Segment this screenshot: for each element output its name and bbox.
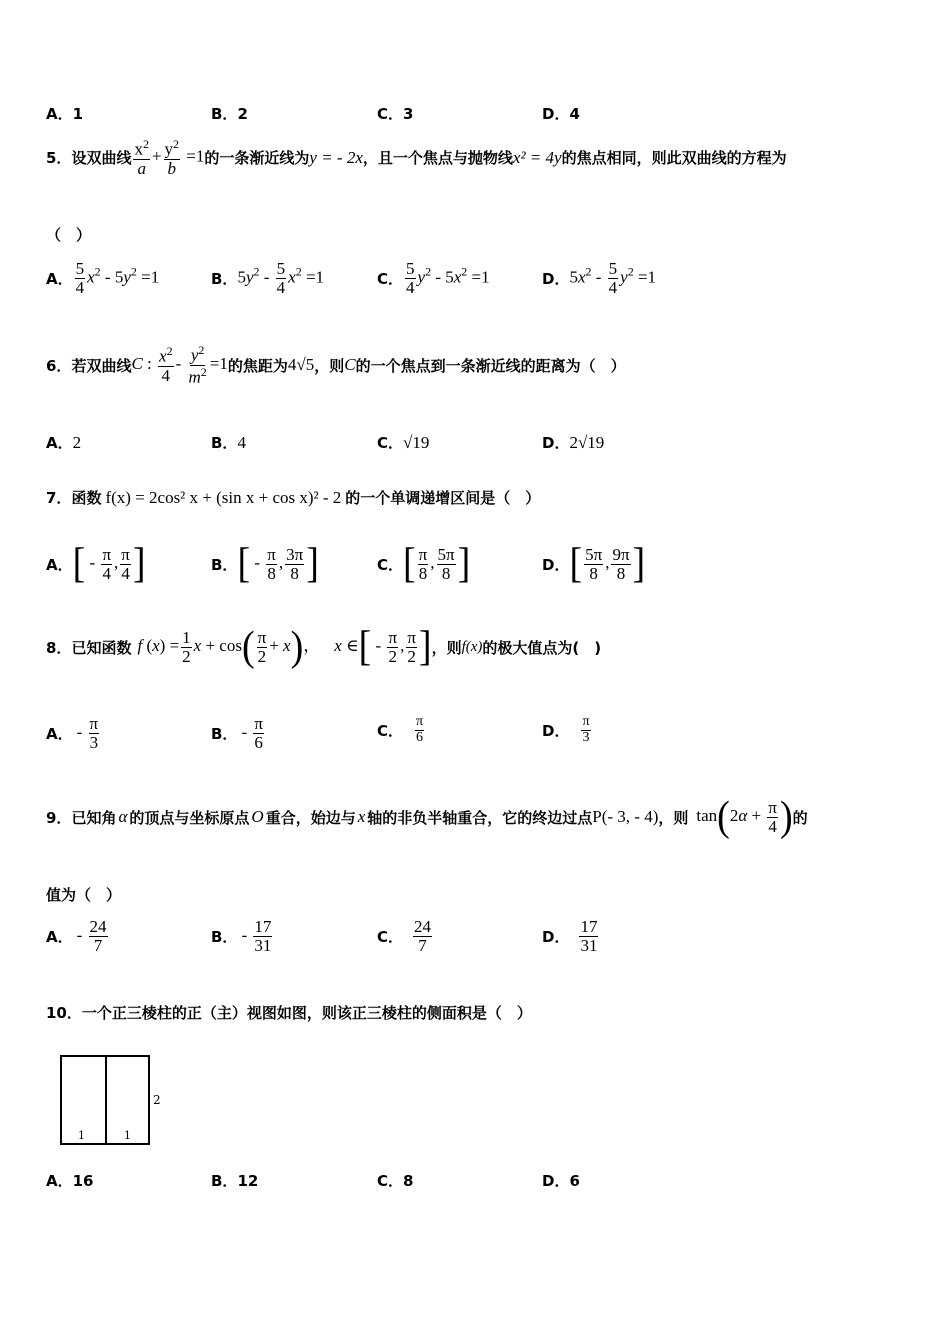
q4-option-d: D．4 [542, 105, 580, 123]
q10-option-b: B．12 [211, 1172, 259, 1190]
q9-expression: tan(2α + $\frac{\pi}{4}$ ) [696, 793, 793, 841]
q5-answer-paren: （ ） [46, 226, 92, 244]
q10-front-view-figure [60, 1055, 150, 1145]
q6-option-a: A．2 [46, 433, 82, 452]
q9-option-a: A． - $\frac{24}{7}$ [46, 917, 107, 955]
q9-origin: O [251, 807, 264, 826]
q9-x-axis: x [357, 807, 366, 826]
q6-option-d: D．2√19 [542, 433, 605, 452]
q5-stem: 5． 设双曲线 $\frac{x^2}{a}$ + $\frac{y^2}{b}$ =1 的一条渐近线为 y = - 2x ，且一个焦点与抛物线 x² = 4y 的焦点相同，则此双曲线的方程为 [46, 137, 787, 178]
q5-asymptote: y = - 2x [309, 147, 363, 167]
q9-alpha: α [118, 807, 128, 826]
q8-option-a: A． - $\frac{\pi}{3}$ [46, 714, 99, 752]
q6-curve-c: C [344, 355, 356, 374]
q9-option-d: D． $\frac{17}{31}$ [542, 917, 598, 955]
q5-option-b: B． $5y^2$ - $\frac{5}{4}$ $x^2 =1$ [211, 259, 325, 297]
q7-option-d: D． [ $\frac{5\pi}{8}$ , $\frac{9\pi}{8}$ ] [542, 540, 646, 588]
q6-focal-length: 4√5 [287, 355, 315, 374]
q10-figure-height-label: 2 [153, 1093, 161, 1107]
q5-hyperbola-equation: $\frac{x^2}{a}$ + $\frac{y^2}{b}$ =1 [134, 137, 205, 178]
q10-figure-right-label: 1 [124, 1129, 131, 1142]
q10-option-a: A．16 [46, 1172, 94, 1190]
q9-option-c: C． $\frac{24}{7}$ [377, 917, 432, 955]
q6-option-b: B．4 [211, 433, 246, 452]
q5-option-c: C． $\frac{5}{4}$ $y^2 - 5x^2 =1$ [377, 259, 490, 297]
q8-domain: x ∈[ - $\frac{\pi}{2}$ , $\frac{\pi}{2}$ ] [334, 623, 432, 671]
q6-option-c: C．√19 [377, 433, 430, 452]
q4-option-a: A．1 [46, 105, 84, 123]
q9-stem: 9． 已知角 α 的顶点与坐标原点 O 重合，始边与 x 轴的非负半轴重合，它的终边过点 P(- 3, - 4) ，则 tan(2α + $\frac{\pi}{4}$ ) 的 [46, 793, 808, 841]
q7-stem: 7． 函数 f(x) = 2cos² x + (sin x + cos x)² - 2 的一个单调递增区间是（ ） [46, 487, 541, 507]
q9-point: P(- 3, - 4) [592, 807, 659, 826]
q8-option-b: B． - $\frac{\pi}{6}$ [211, 714, 263, 752]
q6-stem: 6． 若双曲线 C : $\frac{x^2}{4}$ - $\frac{y^2}{m^2}$ =1 的焦距为 4√5 ，则 C 的一个焦点到一条渐近线的距离为（ ） [46, 343, 626, 387]
q9-stem-continued: 值为（ ） [46, 886, 122, 904]
q10-figure-divider [105, 1057, 107, 1143]
q7-option-b: B． [ - $\frac{\pi}{8}$ , $\frac{3\pi}{8}$ ] [211, 540, 319, 588]
q8-stem: 8． 已知函数 f (x) = $\frac{1}{2}$ x + cos( $\frac{\pi}{2}$ + x)， x ∈[ - $\frac{\pi}{2}$ , $\frac{\pi}{2}$ ] ，则 f(x) 的极大值点为( ) [46, 623, 602, 671]
q5-parabola: x² = 4y [512, 147, 562, 167]
q7-option-a: A． [ - $\frac{\pi}{4}$ , $\frac{\pi}{4}$ ] [46, 540, 146, 588]
q4-option-c: C．3 [377, 105, 414, 123]
q6-hyperbola-equation: C : $\frac{x^2}{4}$ - $\frac{y^2}{m^2}$ =1 [131, 343, 228, 387]
q7-option-c: C． [ $\frac{\pi}{8}$ , $\frac{5\pi}{8}$ ] [377, 540, 471, 588]
q8-option-d: D． $\frac{\pi}{3}$ [542, 714, 590, 745]
q9-option-b: B． - $\frac{17}{31}$ [211, 917, 272, 955]
q5-option-a: A． $\frac{5}{4}$ $x^2 - 5y^2 =1$ [46, 259, 160, 297]
q8-function: f (x) = $\frac{1}{2}$ x + cos( $\frac{\pi}{2}$ + x)， [137, 623, 321, 671]
q5-option-d: D． $5x^2$ - $\frac{5}{4}$ $y^2 =1$ [542, 259, 657, 297]
q8-fx: f(x) [461, 638, 483, 655]
q7-function: f(x) = 2cos² x + (sin x + cos x)² - 2 [105, 487, 342, 507]
q10-figure-left-label: 1 [78, 1129, 85, 1142]
q4-option-b: B．2 [211, 105, 248, 123]
q10-stem: 10．一个正三棱柱的正（主）视图如图，则该正三棱柱的侧面积是（ ） [46, 1004, 532, 1022]
q10-option-d: D．6 [542, 1172, 580, 1190]
q8-option-c: C． $\frac{\pi}{6}$ [377, 714, 424, 745]
q10-option-c: C．8 [377, 1172, 414, 1190]
